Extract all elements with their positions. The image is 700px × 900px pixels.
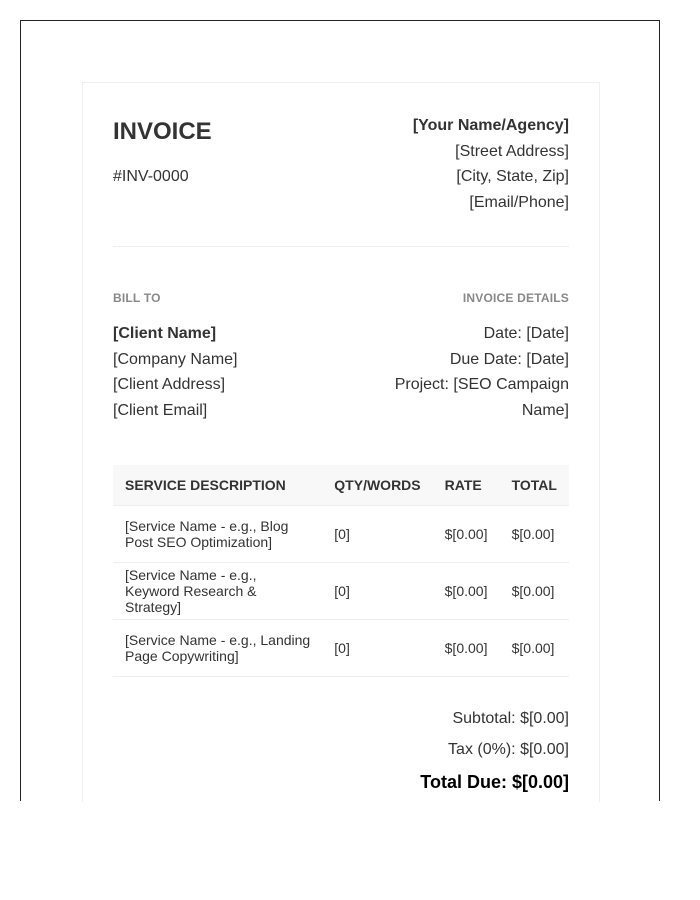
agency-street: [Street Address] [455,142,569,160]
invoice-header [113,113,569,247]
service-description-cell: [Service Name - e.g., Blog Post SEO Optimization] [113,506,322,563]
qty-cell: [0] [322,506,432,563]
tax: Tax (0%): $[0.00] [448,741,569,758]
rate-cell: $[0.00] [433,620,500,677]
subtotal: Subtotal: $[0.00] [452,710,569,727]
invoice-title: INVOICE [113,118,212,145]
client-company: [Company Name] [113,350,238,368]
table-header-row [113,465,569,506]
rate-cell: $[0.00] [433,506,500,563]
billing-section [113,291,569,423]
table-row [113,620,569,677]
service-description-cell: [Service Name - e.g., Landing Page Copywriting] [113,620,322,677]
total-cell: $[0.00] [500,563,569,620]
document-page [20,20,660,801]
bill-to-block [113,291,238,423]
qty-cell: [0] [322,620,432,677]
rate-cell: $[0.00] [433,563,500,620]
agency-block [413,113,569,215]
client-address: [Client Address] [113,376,226,393]
client-name: [Client Name] [113,325,217,342]
services-table [113,465,569,677]
invoice-title-block [113,113,212,187]
table-row [113,506,569,563]
totals-block [113,709,569,793]
invoice-date: Date: [Date] [483,325,569,342]
header-rate: RATE [433,465,500,506]
invoice-details-block [379,291,569,423]
table-row [113,563,569,620]
service-description-cell: [Service Name - e.g., Keyword Research & Strategy] [113,563,322,620]
agency-name: [Your Name/Agency] [412,117,569,134]
qty-cell: [0] [322,563,432,620]
total-due: Total Due: $[0.00] [420,772,569,792]
client-email: [Client Email] [113,401,208,419]
invoice-project: Project: [SEO Campaign Name] [394,376,569,419]
invoice-number: #INV-0000 [113,168,189,185]
total-cell: $[0.00] [500,620,569,677]
header-total: TOTAL [500,465,569,506]
agency-city: [City, State, Zip] [456,168,569,185]
header-service-description: SERVICE DESCRIPTION [113,465,322,506]
invoice-due-date: Due Date: [Date] [449,350,569,368]
agency-contact: [Email/Phone] [469,193,569,211]
total-cell: $[0.00] [500,506,569,563]
bill-to-label: BILL TO [113,291,161,305]
invoice-card [82,82,600,802]
invoice-details-label: INVOICE DETAILS [462,291,569,305]
header-qty-words: QTY/WORDS [322,465,432,506]
